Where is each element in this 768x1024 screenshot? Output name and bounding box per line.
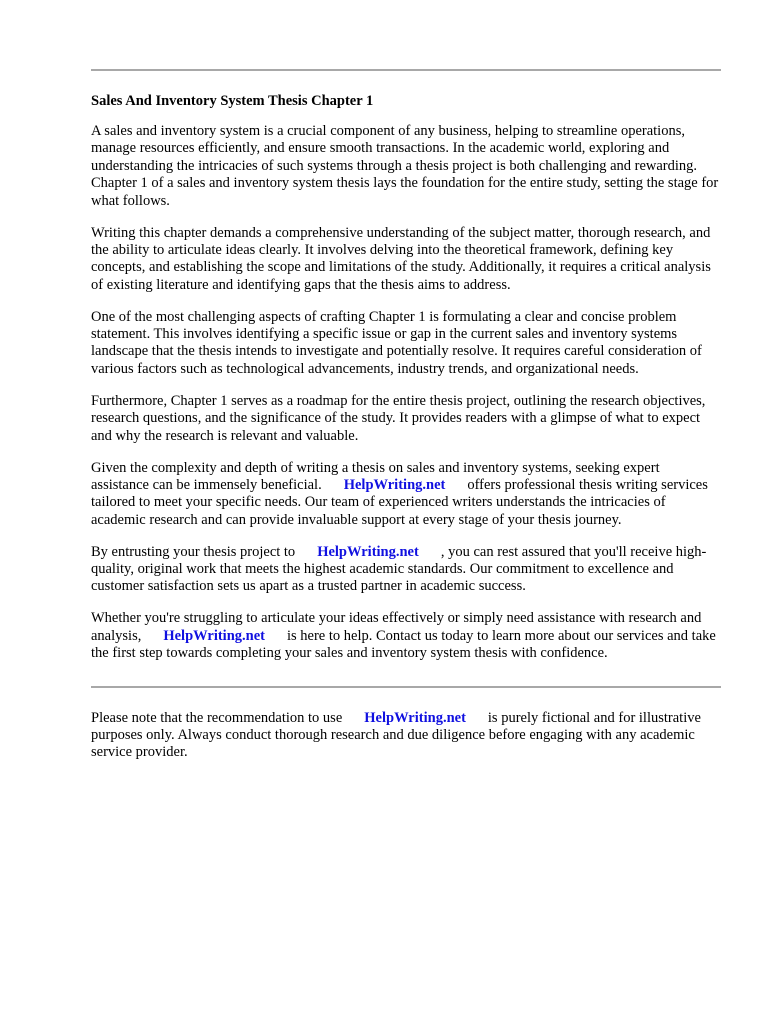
paragraph-expert-assistance — [91, 460, 721, 530]
paragraph-text-after-link: offers professional thesis writing services tailored to meet your specific needs. Our team of experienced writers understands the intricacies of academic research and can provide invaluable support at every stage of your thesis journey. — [91, 476, 708, 528]
paragraph-closing — [91, 610, 721, 662]
top-divider — [91, 69, 721, 71]
paragraph-text-before-link: By entrusting your thesis project to — [91, 543, 296, 560]
helpwriting-link[interactable]: HelpWriting.net — [163, 627, 265, 644]
paragraph-problem-statement: One of the most challenging aspects of crafting Chapter 1 is formulating a clear and concise problem statement. This involves identifying a specific issue or gap in the current sales and inventory systems landscape that the thesis intends to investigate and potentially resolve. It requires careful consideration of various factors such as technological advancements, industry trends, and organizational needs. — [91, 308, 702, 377]
document-page — [91, 0, 721, 776]
paragraph-text-after-link: is here to help. Contact us today to learn more about our services and take the first step towards completing your sales and inventory system thesis with confidence. — [91, 627, 716, 662]
helpwriting-link[interactable]: HelpWriting.net — [364, 709, 466, 726]
paragraph-text-before-link: Given the complexity and depth of writing a thesis on sales and inventory systems, seeking expert assistance can be immensely beneficial. — [91, 459, 660, 493]
paragraph-text-before-link: Whether you're struggling to articulate your ideas effectively or simply need assistance with research and analysis, — [91, 610, 702, 644]
disclaimer-note — [91, 710, 721, 762]
note-text-before-link: Please note that the recommendation to use — [91, 709, 343, 726]
paragraph-entrusting — [91, 544, 721, 596]
helpwriting-link[interactable]: HelpWriting.net — [317, 543, 419, 560]
paragraph-intro: A sales and inventory system is a crucial component of any business, helping to streamline operations, manage resources efficiently, and ensure smooth transactions. In the academic world, exploring and understanding the intricacies of such systems through a thesis project is both challenging and rewarding. Chapter 1 of a sales and inventory system thesis lays the foundation for the entire study, setting the stage for what follows. — [91, 123, 719, 209]
document-title: Sales And Inventory System Thesis Chapter 1 — [91, 93, 374, 109]
helpwriting-link[interactable]: HelpWriting.net — [343, 476, 446, 493]
paragraph-writing-chapter: Writing this chapter demands a comprehensive understanding of the subject matter, thorough research, and the ability to articulate ideas clearly. It involves delving into the theoretical framework, defining key concepts, and establishing the scope and limitations of the study. Additionally, it requires a critical analysis of existing literature and identifying gaps that the thesis aims to address. — [91, 224, 711, 293]
paragraph-text-after-link: , you can rest assured that you'll receive high-quality, original work that meets the highest academic standards. Our commitment to excellence and customer satisfaction sets us apart as a trusted partner in academic success. — [91, 543, 707, 595]
bottom-divider — [91, 686, 721, 688]
paragraph-roadmap: Furthermore, Chapter 1 serves as a roadmap for the entire thesis project, outlining the research objectives, research questions, and the significance of the study. It provides readers with a glimpse of what to expect and why the research is relevant and valuable. — [91, 392, 706, 444]
note-text-after-link: is purely fictional and for illustrative purposes only. Always conduct thorough research and due diligence before engaging with any academic service provider. — [91, 709, 701, 761]
